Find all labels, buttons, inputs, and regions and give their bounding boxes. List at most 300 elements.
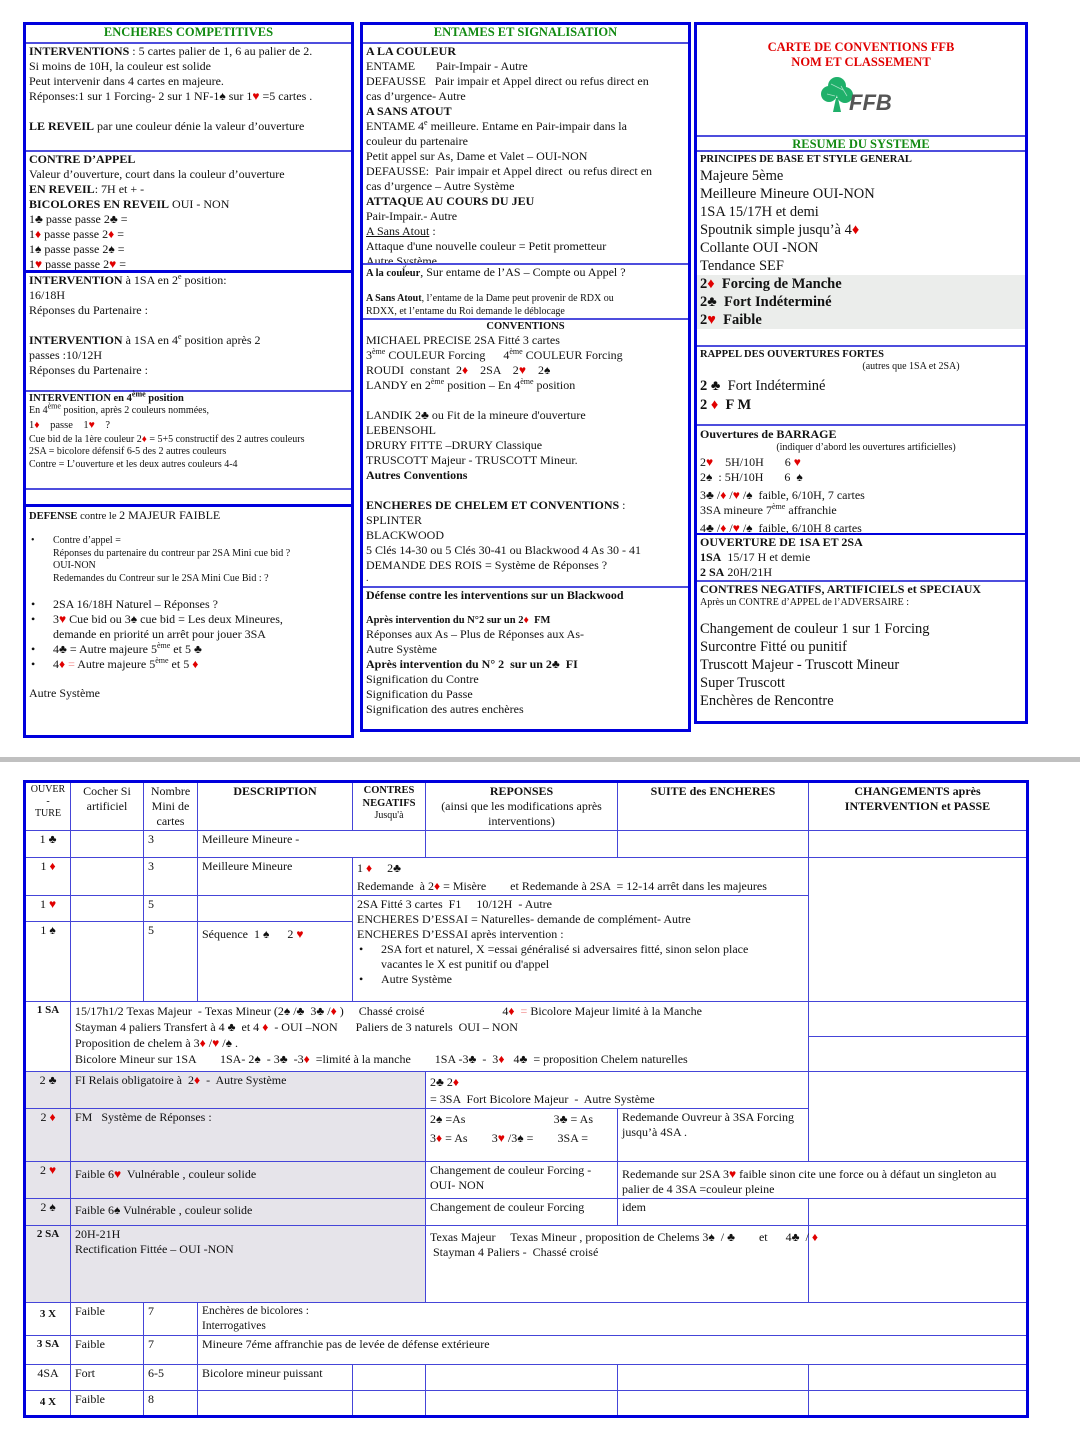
interventions-text: : 5 cartes palier de 1, 6 au palier de 2. — [129, 44, 313, 58]
cocher-cell[interactable] — [71, 831, 144, 858]
text: : — [619, 498, 626, 512]
description-cell — [198, 1303, 1028, 1336]
autre-systeme: Autre Système — [29, 686, 100, 700]
header-section — [697, 25, 1025, 135]
text: passe passe 2 — [42, 212, 110, 226]
text: et 5 ♣ — [170, 642, 202, 656]
text: Texas Majeur Texas Mineur , proposition de Chelems 3♠ / ♣ et 4♣ / — [430, 1230, 812, 1244]
text: A Sans Atout — [366, 224, 430, 238]
text: Signification du Passe — [366, 687, 473, 701]
heart-icon: ♥ — [732, 520, 740, 535]
sup: ème — [772, 501, 786, 511]
description-cell: Meilleure Mineure - — [198, 831, 426, 858]
nombre-cell: 6-5 — [144, 1365, 198, 1391]
conventions-title: CONVENTIONS — [486, 321, 565, 332]
header-suite: SUITE des ENCHERES — [618, 782, 809, 831]
text: / — [205, 1036, 213, 1050]
text: . — [366, 573, 369, 584]
description-cell: Faible 6♠ Vulnérable , couleur solide — [71, 1199, 426, 1226]
description-cell — [71, 1226, 426, 1303]
carte-title: CARTE DE CONVENTIONS FFB — [767, 40, 955, 54]
diamond-icon: ♦ — [193, 1073, 201, 1087]
description-cell: FM Système de Réponses : — [71, 1109, 426, 1162]
club-icon: ♣ — [48, 832, 57, 846]
diamond-icon: ♦ — [433, 879, 441, 893]
text: 1SA 15/17H et demi — [700, 204, 819, 220]
text: 2SA 2 — [468, 363, 519, 377]
text: 2♠ : 5H/10H 6 ♠ — [700, 469, 803, 484]
sup: ème — [47, 401, 61, 411]
description-cell: Mineure 7éme affranchie pas de levée de défense extérieure — [198, 1336, 1028, 1365]
diamond-icon: ♦ — [141, 433, 147, 445]
text: Autre majeure 5 — [77, 657, 156, 671]
text: Contre = L’ouverture et les deux autres couleurs 4-4 — [29, 458, 238, 470]
heart-icon: ♥ — [109, 257, 117, 271]
suite-cell: Redemande Ouvreur à 3SA Forcing jusqu’à 4SA . — [618, 1109, 809, 1162]
conventions-section — [363, 318, 688, 586]
description-cell — [198, 896, 353, 922]
text: = 3SA Fort Bicolore Majeur - Autre Système — [430, 1092, 655, 1106]
text: Fort Indéterminé — [720, 377, 826, 394]
defense-blackwood-title: Défense contre les interventions sur un Blackwood — [366, 588, 624, 602]
text: Bicolore Mineur sur 1SA 1SA- 2♠ - 3♣ -3 — [75, 1052, 304, 1066]
nombre-cell: 8 — [144, 1391, 198, 1417]
defense-label: DEFENSE — [29, 511, 78, 522]
text: passe passe 2 — [42, 257, 110, 271]
text: Faible — [715, 312, 762, 328]
contres-cell — [353, 1391, 426, 1417]
text: 3SA mineure 7 — [700, 502, 772, 517]
text: Collante OUI -NON — [700, 240, 819, 256]
ouverture-sa-section — [697, 533, 1025, 581]
bicolores-text: OUI - NON — [169, 197, 230, 211]
text: 1 — [39, 832, 49, 846]
text: Majeure 5ème — [700, 168, 784, 184]
text: DEMANDE DES ROIS = Système de Réponses ? — [366, 558, 608, 572]
text: 1 — [40, 923, 50, 937]
table-row — [25, 1226, 1028, 1303]
spade-icon: ♠ — [49, 1200, 56, 1214]
text: contre le — [77, 511, 120, 522]
ouverture-cell: 2 SA — [25, 1226, 71, 1303]
text: Tendance SEF — [700, 258, 784, 274]
text: = — [114, 227, 125, 241]
changements-cell — [809, 1002, 1028, 1037]
text: 5 Clés 14-30 ou 5 Clés 30-41 ou Blackwood 4 As 30 - 41 — [366, 543, 641, 557]
text: 2 — [39, 1163, 49, 1177]
text: Attaque d'une nouvelle couleur = Petit prometteur — [366, 239, 607, 253]
text: DEFAUSSE Pair impair et Appel direct ou refus direct en — [366, 74, 649, 88]
text: passe passe 2 — [41, 227, 109, 241]
text: passes :10/12H — [29, 348, 102, 362]
signalisation-section — [363, 263, 688, 319]
text: Pair-Impair.- Autre — [366, 209, 458, 223]
text: - Autre Système — [200, 1073, 287, 1087]
table-row — [25, 1391, 1028, 1417]
text: position: — [181, 273, 227, 287]
diamond-icon: ♦ — [707, 276, 715, 292]
table-row — [25, 1303, 1028, 1336]
text: 3♣ = As — [553, 1112, 593, 1126]
text: Après intervention du N° 2 sur un 2♣ FI — [366, 657, 578, 671]
text: couleur du partenaire — [366, 134, 468, 148]
text: Forcing de Manche — [714, 276, 842, 292]
reponses-cell — [426, 831, 618, 858]
text: LANDIK 2♣ ou Fit de la mineure d'ouverture — [366, 408, 586, 422]
cocher-cell: Fort — [71, 1365, 144, 1391]
text: 2 — [40, 1110, 50, 1124]
text: Autre Système — [366, 642, 437, 656]
ouverture-cell — [25, 858, 71, 896]
contre-appel-title: CONTRE D’APPEL — [29, 152, 136, 166]
text: Rectification Fittée – OUI -NON — [75, 1242, 234, 1256]
text: DEFAUSSE: Pair impair et Appel direct ou refus direct en — [366, 164, 653, 178]
text: (ainsi que les modifications après interventions) — [441, 799, 602, 828]
ouverture-cell: 3 SA — [25, 1336, 71, 1365]
sup: ème — [430, 377, 445, 386]
description-cell: Bicolore mineur puissant — [198, 1365, 353, 1391]
bullet-item — [29, 612, 348, 642]
contre-row — [29, 242, 348, 257]
cocher-cell[interactable] — [71, 858, 144, 896]
text: Super Truscott — [700, 674, 786, 691]
text: 1 — [357, 861, 366, 875]
text: Meilleure Mineure OUI-NON — [700, 186, 875, 202]
diamond-icon: ♦ — [303, 1052, 310, 1066]
text: position — [533, 378, 576, 392]
text: =limité à la manche 1SA -3♣ - 3 — [309, 1052, 499, 1066]
ouvertures-table — [23, 780, 1029, 1418]
table-header-row — [25, 782, 1028, 831]
table-row — [25, 1072, 1028, 1109]
text: ENTAME 4 — [366, 119, 425, 133]
bullet-item: • 2SA 16/18H Naturel – Réponses ? — [29, 597, 348, 612]
text: = — [514, 1004, 531, 1018]
page-divider — [0, 757, 1080, 762]
text: Après un CONTRE d’APPEL de l’ADVERSAIRE : — [700, 597, 910, 608]
text: /♠ faible, 6/10H 8 cartes — [739, 520, 862, 535]
heart-icon: ♥ — [518, 363, 526, 377]
text: ENCHERES D’ESSAI = Naturelles- demande de complément- Autre — [357, 912, 691, 926]
contre-row: 1♦ passe passe 2♦ = — [29, 227, 125, 241]
text: 2♣ Fort Indéterminé — [700, 294, 832, 310]
text: 20H-21H — [75, 1227, 121, 1241]
cocher-cell[interactable] — [71, 922, 144, 1002]
text: ) Chassé croisé 4 — [336, 1004, 509, 1018]
text: OUVER — [30, 784, 66, 795]
table-row — [25, 1162, 1028, 1199]
chelem-title: ENCHERES DE CHELEM ET CONVENTIONS — [366, 498, 620, 512]
text: 2 — [700, 276, 708, 292]
diamond-icon: ♦ — [49, 859, 56, 873]
bicolores-label: BICOLORES EN REVEIL — [29, 197, 170, 211]
description-cell — [71, 1002, 809, 1072]
text: position, après 2 couleurs nommées, — [60, 405, 209, 416]
sup: ème — [509, 347, 523, 356]
header-reponses — [426, 782, 618, 831]
ouverture-cell — [25, 1109, 71, 1162]
text: 4♣ = proposition Chelem naturelles — [504, 1052, 688, 1066]
interventions-line: Peut intervenir dans 4 cartes en majeure. — [29, 74, 224, 88]
text: RDXX, et l’entame du Roi demande le déblocage — [366, 305, 565, 317]
entames-section — [363, 42, 688, 285]
text: OUI-NON — [53, 560, 96, 571]
sup: ème — [156, 641, 171, 650]
heart-icon: ♥ — [729, 1167, 737, 1181]
text: : — [429, 224, 436, 238]
text: 4♣ / — [700, 520, 721, 535]
reponses-cell — [426, 1365, 618, 1391]
description-cell — [198, 922, 353, 1002]
cocher-cell: Faible — [71, 1391, 144, 1417]
heart-icon: ♥ — [212, 1036, 220, 1050]
principes-title: PRINCIPES DE BASE ET STYLE GENERAL — [700, 154, 912, 165]
bid: 1♣ — [29, 212, 43, 226]
panel-resume-systeme — [694, 22, 1028, 724]
text: 3 — [53, 612, 59, 626]
interventions-line: Si moins de 10H, la couleur est solide — [29, 59, 211, 73]
changements-cell — [809, 1391, 1028, 1417]
diamond-icon: ♦ — [199, 1036, 206, 1050]
text: demande en priorité un arrêt pour jouer 3SA — [53, 627, 266, 641]
text: En 4 — [29, 405, 48, 416]
club-icon: ♣ — [109, 212, 118, 226]
reponses-cell — [426, 1072, 809, 1109]
text: Réponses du Partenaire : — [29, 303, 148, 317]
rappel-section — [697, 345, 1025, 425]
text: 2♣ — [372, 861, 401, 875]
text: = As — [442, 1131, 468, 1145]
text: position — [145, 393, 184, 404]
heart-icon: ♥ — [707, 312, 716, 328]
table-row — [25, 1199, 1028, 1226]
text: Bicolore Majeur limité à la Manche — [530, 1004, 702, 1018]
diamond-icon: ♦ — [436, 1131, 443, 1145]
text: à 1SA en 4 — [122, 333, 178, 347]
text: Enchères de Rencontre — [700, 692, 834, 709]
panel-entames-signalisation — [360, 22, 691, 732]
text: Changement de couleur 1 sur 1 Forcing — [700, 620, 930, 637]
reponses-cell — [426, 1109, 618, 1162]
text: 2 — [700, 312, 708, 328]
changements-cell — [809, 1226, 1028, 1303]
text: 3SA = — [557, 1131, 588, 1145]
text: faible sinon cite une force ou à défaut un singleton au palier de 4 3SA =couleur pleine — [622, 1167, 997, 1196]
text: Après intervention du N°2 sur un 2 — [366, 615, 524, 626]
defense-blackwood-section — [363, 586, 688, 729]
description-cell — [71, 1162, 426, 1199]
diamond-icon: ♦ — [192, 657, 199, 671]
principes-section — [697, 150, 1025, 345]
defense-section — [26, 504, 351, 735]
empty-section — [26, 488, 351, 504]
reponses-cell — [353, 858, 809, 896]
diamond-icon: ♦ — [34, 419, 40, 431]
diamond-icon: ♦ — [35, 227, 42, 241]
heart-icon: ♥ — [732, 487, 740, 502]
text: ROUDI constant 2 — [366, 363, 462, 377]
club-icon: ♣ — [48, 1073, 57, 1087]
diamond-icon: ♦ — [710, 396, 719, 413]
sup: e — [177, 332, 182, 341]
contre-appel-section — [26, 150, 351, 270]
text: COULEUR Forcing — [522, 348, 623, 362]
text: SPLINTER — [366, 513, 423, 527]
text: = — [116, 257, 127, 271]
resume-title: RESUME DU SYSTEME — [792, 137, 930, 151]
header-changements: CHANGEMENTS après INTERVENTION et PASSE — [809, 782, 1028, 831]
text: Réponses du Partenaire : — [29, 363, 148, 377]
text: passe 1 — [39, 419, 89, 431]
encheres-competitives-title: ENCHERES COMPETITIVES — [103, 25, 274, 39]
sup: ème — [155, 656, 169, 665]
text: affranchie — [785, 502, 837, 517]
text: INTERVENTION en 4 — [29, 393, 132, 404]
sup: ème — [131, 389, 146, 399]
heart-icon: ♥ — [88, 419, 95, 431]
heart-icon: ♥ — [706, 454, 714, 469]
diamond-icon: ♦ — [811, 1230, 818, 1244]
interventions-label: INTERVENTIONS — [29, 44, 130, 58]
text: (autres que 1SA et 2SA) — [862, 361, 960, 372]
reponses-cell — [426, 1391, 618, 1417]
cocher-cell[interactable] — [71, 896, 144, 922]
text: Réponses du partenaire du contreur par 2SA Mini cue bid ? — [53, 547, 291, 559]
label: A la couleur — [366, 268, 421, 279]
text: cas d’urgence – Autre Système — [366, 179, 515, 193]
text: REPONSES — [489, 784, 554, 798]
a-la-couleur-title: A LA COULEUR — [366, 44, 457, 58]
text: 16/18H — [29, 288, 65, 302]
text: /♠ . — [219, 1036, 238, 1050]
reponses-line: Réponses:1 sur 1 Forcing- 2 sur 1 NF-1♠ sur 1♥ =5 cartes . — [29, 89, 313, 103]
barrage-title: Ouvertures de BARRAGE — [700, 427, 837, 441]
changements-cell — [809, 1365, 1028, 1391]
sup: ème — [372, 347, 386, 356]
header-ouverture — [25, 782, 71, 831]
text: , l’entame de la Dame peut provenir de RDX ou — [421, 293, 614, 304]
sup: e — [424, 118, 428, 127]
text: 4 — [53, 657, 59, 671]
changements-cell — [809, 831, 1028, 858]
reponses-cell — [426, 1226, 818, 1303]
text: Spoutnik simple jusqu’à 4 — [700, 222, 852, 238]
header-description: DESCRIPTION — [198, 782, 353, 831]
contre-text: Valeur d’ouverture, court dans la couleur d’ouverture — [29, 167, 285, 181]
text: FM — [528, 615, 551, 626]
en-reveil-label: EN REVEIL — [29, 182, 95, 196]
header-cocher: Cocher Si artificiel — [71, 782, 144, 831]
text: à 1SA en 2 — [122, 273, 178, 287]
cocher-cell: Faible — [71, 1336, 144, 1365]
text: Redemandes du Contreur sur le 2SA Mini Cue Bid : ? — [53, 572, 269, 584]
text: 2 — [40, 1200, 50, 1214]
text: = 5+5 constructif des 2 autres couleurs — [146, 433, 305, 445]
text: 2 — [39, 1073, 49, 1087]
diamond-icon: ♦ — [59, 657, 66, 671]
text: Signification du Contre — [366, 672, 479, 686]
sup: ème — [520, 377, 534, 386]
suite-cell: idem — [618, 1199, 809, 1226]
ouverture-cell — [25, 1162, 71, 1199]
heart-icon: ♥ — [793, 454, 801, 469]
text: =5 cartes . — [259, 89, 313, 103]
barrage-section — [697, 424, 1025, 535]
text: = — [65, 657, 78, 671]
suite-cell — [618, 1391, 809, 1417]
nombre-cell: 7 — [144, 1336, 198, 1365]
contre-row: 1♥ passe passe 2♥ = — [29, 257, 127, 271]
text: Cue bid ou 3♠ cue bid = Les deux Mineures, — [66, 612, 283, 626]
ouverture-cell: 4 X — [25, 1391, 71, 1417]
text: / — [726, 487, 733, 502]
text: Enchères de bicolores : Interrogatives — [202, 1305, 309, 1332]
heart-icon: ♥ — [59, 612, 67, 626]
ouverture-title: OUVERTURE DE 1SA ET 2SA — [700, 535, 863, 549]
rappel-title: RAPPEL DES OUVERTURES FORTES — [700, 349, 884, 360]
changements-cell — [809, 1199, 1028, 1226]
bullet-item: • Autre Système — [357, 972, 804, 987]
en-reveil-text: : 7H et + - — [94, 182, 145, 196]
text: 2♠ =As — [430, 1112, 466, 1126]
text: LEBENSOHL — [366, 423, 436, 437]
a-sans-atout-title: A SANS ATOUT — [366, 104, 452, 118]
nombre-cell: 7 — [144, 1303, 198, 1336]
text: Petit appel sur As, Dame et Valet – OUI-NON — [366, 149, 588, 163]
text: 2♣ 2 — [430, 1075, 453, 1089]
bullet-item — [29, 535, 348, 585]
text: = Misère et Redemande à 2SA = 12-14 arrêt dans les majeures — [440, 879, 767, 893]
text: Stayman 4 paliers Transfert à 4 ♣ et 4 — [75, 1020, 263, 1034]
diamond-icon: ♦ — [462, 363, 469, 377]
bid: 1♠ — [29, 242, 42, 256]
text: 3♣ / — [700, 487, 721, 502]
reveil-label: LE REVEIL — [29, 119, 95, 133]
panel-encheres-competitives — [23, 22, 354, 738]
header-nombre: Nombre Mini de cartes — [144, 782, 198, 831]
text: 2♠ — [525, 363, 551, 377]
highlight-block — [697, 275, 1025, 329]
text: 3 — [366, 348, 372, 362]
text: 2 MAJEUR FAIBLE — [119, 508, 221, 522]
text: Surcontre Fitté ou punitif — [700, 638, 847, 655]
text: = — [117, 212, 128, 226]
text: Séquence 1 ♠ 2 — [202, 927, 297, 941]
nombre-cell: 5 — [144, 896, 198, 922]
text: Jusqu'à — [374, 810, 404, 821]
reponses-cell — [353, 896, 809, 1002]
text: 15/17h1/2 Texas Majeur - Texas Mineur (2♠ /♣ 3♣ / — [75, 1004, 331, 1018]
ouverture-cell — [25, 831, 71, 858]
suite-cell — [618, 831, 809, 858]
text: • Contre d’appel = — [53, 535, 121, 546]
table-row — [25, 831, 1028, 858]
text: LANDY en 2 — [366, 378, 431, 392]
diamond-icon: ♦ — [330, 1004, 337, 1018]
text: sur 1 — [225, 89, 253, 103]
text: 5H/10H 6 — [713, 454, 794, 469]
heart-icon: ♥ — [35, 257, 43, 271]
table-row — [25, 1002, 1028, 1037]
changements-cell — [809, 1037, 1028, 1072]
text: 2 — [700, 454, 706, 469]
ouverture-cell: 3 X — [25, 1303, 71, 1336]
heart-icon: ♥ — [114, 1167, 122, 1181]
diamond-icon: ♦ — [452, 1075, 459, 1089]
text: 3 — [491, 1131, 498, 1145]
spade-icon: ♠ — [49, 923, 56, 937]
spade-icon: ♠ — [108, 242, 115, 256]
